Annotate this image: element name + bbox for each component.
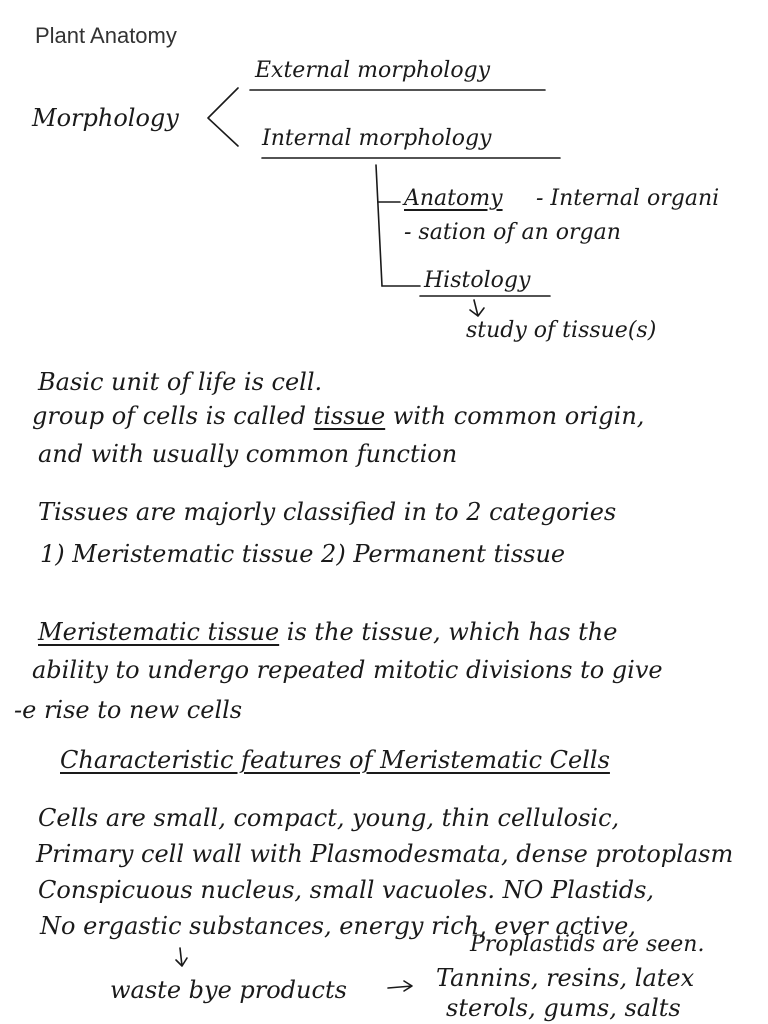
waste-arrow	[388, 981, 412, 991]
feature-line-3: Conspicuous nucleus, small vacuoles. NO Plastids,	[38, 876, 655, 904]
histology-label: Histology	[424, 268, 531, 293]
note-line-2	[32, 404, 644, 428]
anatomy-definition-1: - Internal organi	[536, 186, 720, 211]
feature-line-1: Cells are small, compact, young, thin cellulosic,	[38, 804, 620, 832]
meristematic-definition-2: ability to undergo repeated mitotic divisions to give	[32, 656, 663, 684]
note-line-1: Basic unit of life is cell.	[38, 368, 323, 396]
feature-line-4: No ergastic substances, energy rich, ever active,	[40, 912, 636, 940]
features-heading: Characteristic features of Meristematic Cells	[60, 746, 610, 774]
feature-line-5: Proplastids are seen.	[470, 932, 705, 957]
tissue-term: tissue	[313, 402, 386, 430]
meristematic-def-text: is the tissue, which has the	[279, 618, 618, 646]
histology-arrow	[470, 300, 484, 316]
external-morphology-label: External morphology	[255, 58, 491, 83]
meristematic-definition-1	[38, 620, 617, 644]
note-line-3: and with usually common function	[38, 440, 458, 468]
morphology-label: Morphology	[32, 104, 179, 132]
note-line-2-end: with common origin,	[385, 402, 645, 430]
note-line-4: Tissues are majorly classified in to 2 categories	[38, 498, 617, 526]
internal-morphology-label: Internal morphology	[262, 126, 492, 151]
feature-line-7: Tannins, resins, latex	[436, 964, 695, 992]
morphology-brace	[208, 88, 238, 146]
ergastic-arrow	[176, 948, 187, 966]
note-line-5: 1) Meristematic tissue 2) Permanent tissue	[40, 540, 566, 568]
meristematic-term: Meristematic tissue	[38, 618, 280, 646]
tree-vertical	[376, 165, 382, 286]
feature-line-6: waste bye products	[110, 976, 347, 1004]
feature-line-8: sterols, gums, salts	[446, 994, 681, 1022]
anatomy-label: Anatomy	[404, 186, 503, 211]
page-title: Plant Anatomy	[35, 23, 177, 48]
note-line-2-start: group of cells is called	[32, 402, 314, 430]
anatomy-definition-2: - sation of an organ	[404, 220, 621, 245]
histology-definition: study of tissue(s)	[466, 318, 657, 343]
meristematic-definition-3: -e rise to new cells	[14, 696, 243, 724]
feature-line-2: Primary cell wall with Plasmodesmata, dense protoplasm	[36, 840, 734, 868]
